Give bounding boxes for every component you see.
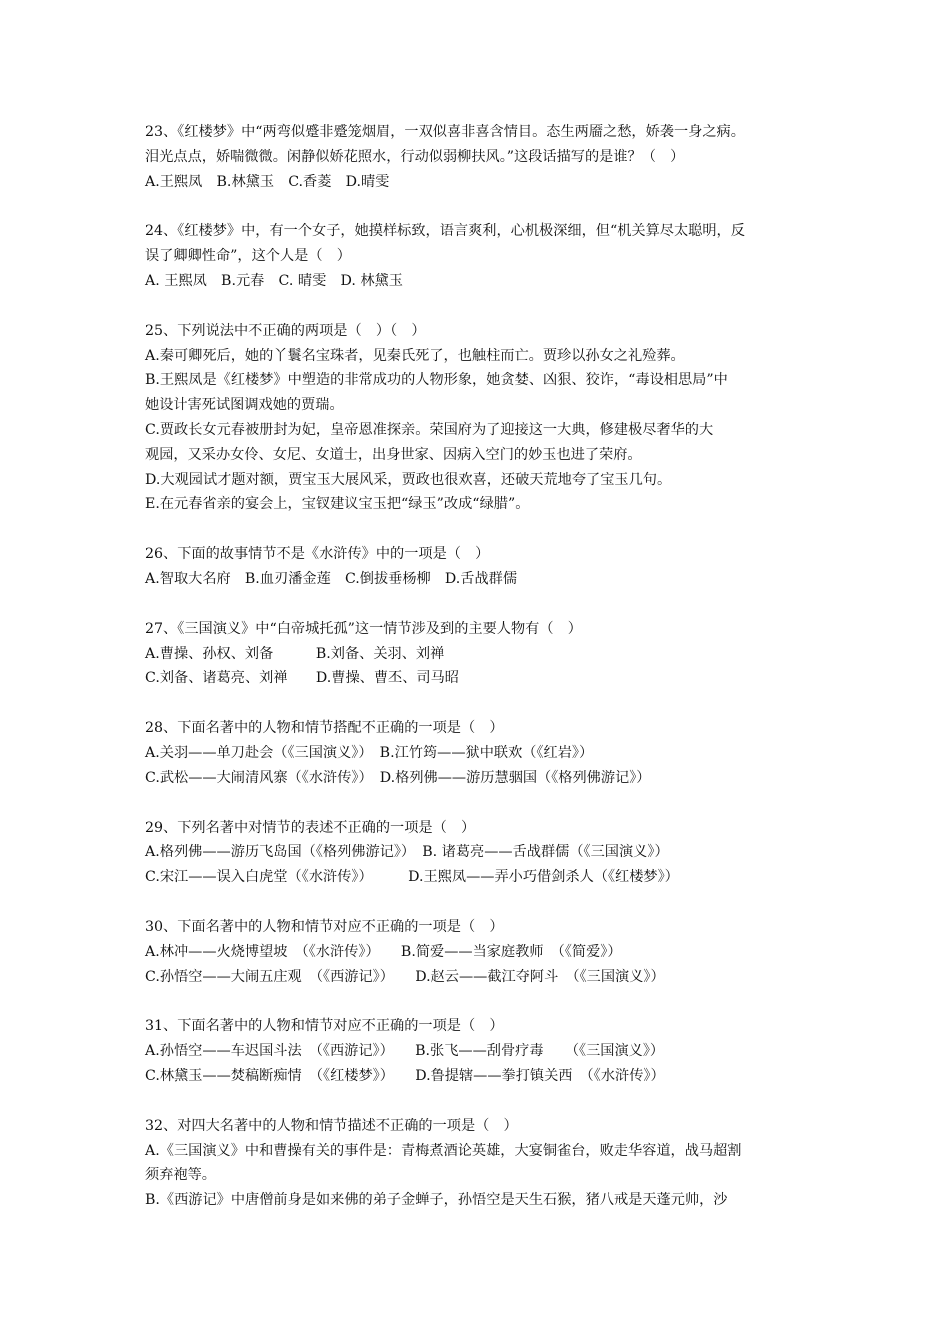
answer-option: B.王熙凤是《红楼梦》中塑造的非常成功的人物形象，她贪婪、凶狠、狡诈，“毒设相思局”中: [145, 372, 728, 389]
answer-options: C.刘备、诸葛亮、刘禅 D.曹操、曹丕、司马昭: [145, 670, 459, 687]
answer-options: C.宋江——误入白虎堂（《水浒传》） D.王熙凤——弄小巧借剑杀人（《红楼梦》）: [145, 869, 679, 886]
answer-options: C.林黛玉——焚稿断痴情 （《红楼梦》） D.鲁提辖——拳打镇关西 （《水浒传》）: [145, 1067, 665, 1084]
answer-options: A.格列佛——游历飞岛国（《格列佛游记》） B. 诸葛亮——舌战群儒（《三国演义》）: [145, 844, 669, 861]
question-stem: 泪光点点，娇喘微微。闲静似娇花照水，行动似弱柳扶风。”这段话描写的是谁？（ ）: [145, 148, 685, 165]
answer-option: D.大观园试才题对额，贾宝玉大展风采，贾政也很欢喜，还破天荒地夸了宝玉几句。: [145, 471, 672, 488]
answer-options: C.孙悟空——大闹五庄观 （《西游记》） D.赵云——截江夺阿斗 （《三国演义》）: [145, 968, 665, 985]
answer-options: A.林冲——火烧博望坡 （《水浒传》） B.简爱——当家庭教师 （《简爱》）: [145, 943, 622, 960]
answer-option: 须弃袍等。: [145, 1167, 216, 1184]
question-list: [145, 120, 815, 1238]
answer-option: 她设计害死试图调戏她的贾瑞。: [145, 397, 344, 414]
answer-option: E.在元春省亲的宴会上，宝钗建议宝玉把“绿玉”改成“绿腊”。: [145, 496, 530, 513]
question-26: [145, 542, 815, 592]
question-24: [145, 219, 815, 293]
question-23: [145, 120, 815, 194]
answer-options: A.关羽——单刀赴会（《三国演义》） B.江竹筠——狱中联欢（《红岩》）: [145, 744, 594, 761]
answer-options: C.武松——大闹清风寨（《水浒传》） D.格列佛——游历慧骃国（《格列佛游记》）: [145, 769, 651, 786]
question-30: [145, 915, 815, 989]
question-stem: 误了卿卿性命”，这个人是（ ）: [145, 248, 351, 265]
answer-option: B.《西游记》中唐僧前身是如来佛的弟子金蝉子，孙悟空是天生石猴，猪八戒是天蓬元帅，沙: [145, 1192, 728, 1209]
question-stem: 26、下面的故事情节不是《水浒传》中的一项是（ ）: [145, 546, 490, 563]
answer-options: A.王熙凤 B.林黛玉 C.香菱 D.晴雯: [145, 173, 390, 190]
question-27: [145, 617, 815, 691]
question-stem: 23、《红楼梦》中“两弯似蹙非蹙笼烟眉，一双似喜非喜含情目。态生两靥之愁，娇袭一身之病。: [145, 124, 745, 140]
question-stem: 30、下面名著中的人物和情节对应不正确的一项是（ ）: [145, 918, 504, 935]
question-stem: 29、下列名著中对情节的表述不正确的一项是（ ）: [145, 819, 476, 836]
question-31: [145, 1014, 815, 1088]
answer-options: A. 王熙凤 B.元春 C. 晴雯 D. 林黛玉: [145, 272, 403, 289]
question-stem: 27、《三国演义》中“白帝城托孤”这一情节涉及到的主要人物有（ ）: [145, 620, 582, 637]
answer-options: A.曹操、孙权、刘备 B.刘备、关羽、刘禅: [145, 645, 445, 662]
question-32: [145, 1114, 815, 1213]
question-stem: 24、《红楼梦》中，有一个女子，她摸样标致，语言爽利，心机极深细，但“机关算尽太聪明，反: [145, 223, 745, 240]
answer-option: A.秦可卿死后，她的丫鬟名宝珠者，见秦氏死了，也触柱而亡。贾珍以孙女之礼殓葬。: [145, 347, 685, 364]
question-stem: 28、下面名著中的人物和情节搭配不正确的一项是（ ）: [145, 720, 504, 737]
answer-options: A.智取大名府 B.血刃潘金莲 C.倒拔垂杨柳 D.舌战群儒: [145, 570, 518, 587]
answer-option: A.《三国演义》中和曹操有关的事件是：青梅煮酒论英雄，大宴铜雀台，败走华容道，战马超割: [145, 1142, 742, 1159]
answer-option: C.贾政长女元春被册封为妃，皇帝恩准探亲。荣国府为了迎接这一大典，修建极尽奢华的大: [145, 421, 714, 438]
answer-option: 观园，又采办女伶、女尼、女道士，出身世家、因病入空门的妙玉也进了荣府。: [145, 446, 642, 463]
question-28: [145, 716, 815, 790]
question-stem: 31、下面名著中的人物和情节对应不正确的一项是（ ）: [145, 1018, 504, 1035]
question-25: [145, 319, 815, 517]
question-29: [145, 816, 815, 890]
question-stem: 25、下列说法中不正确的两项是（ ）（ ）: [145, 322, 426, 339]
question-stem: 32、对四大名著中的人物和情节描述不正确的一项是（ ）: [145, 1117, 518, 1134]
answer-options: A.孙悟空——车迟国斗法 （《西游记》） B.张飞——刮骨疗毒 （《三国演义》）: [145, 1043, 665, 1060]
